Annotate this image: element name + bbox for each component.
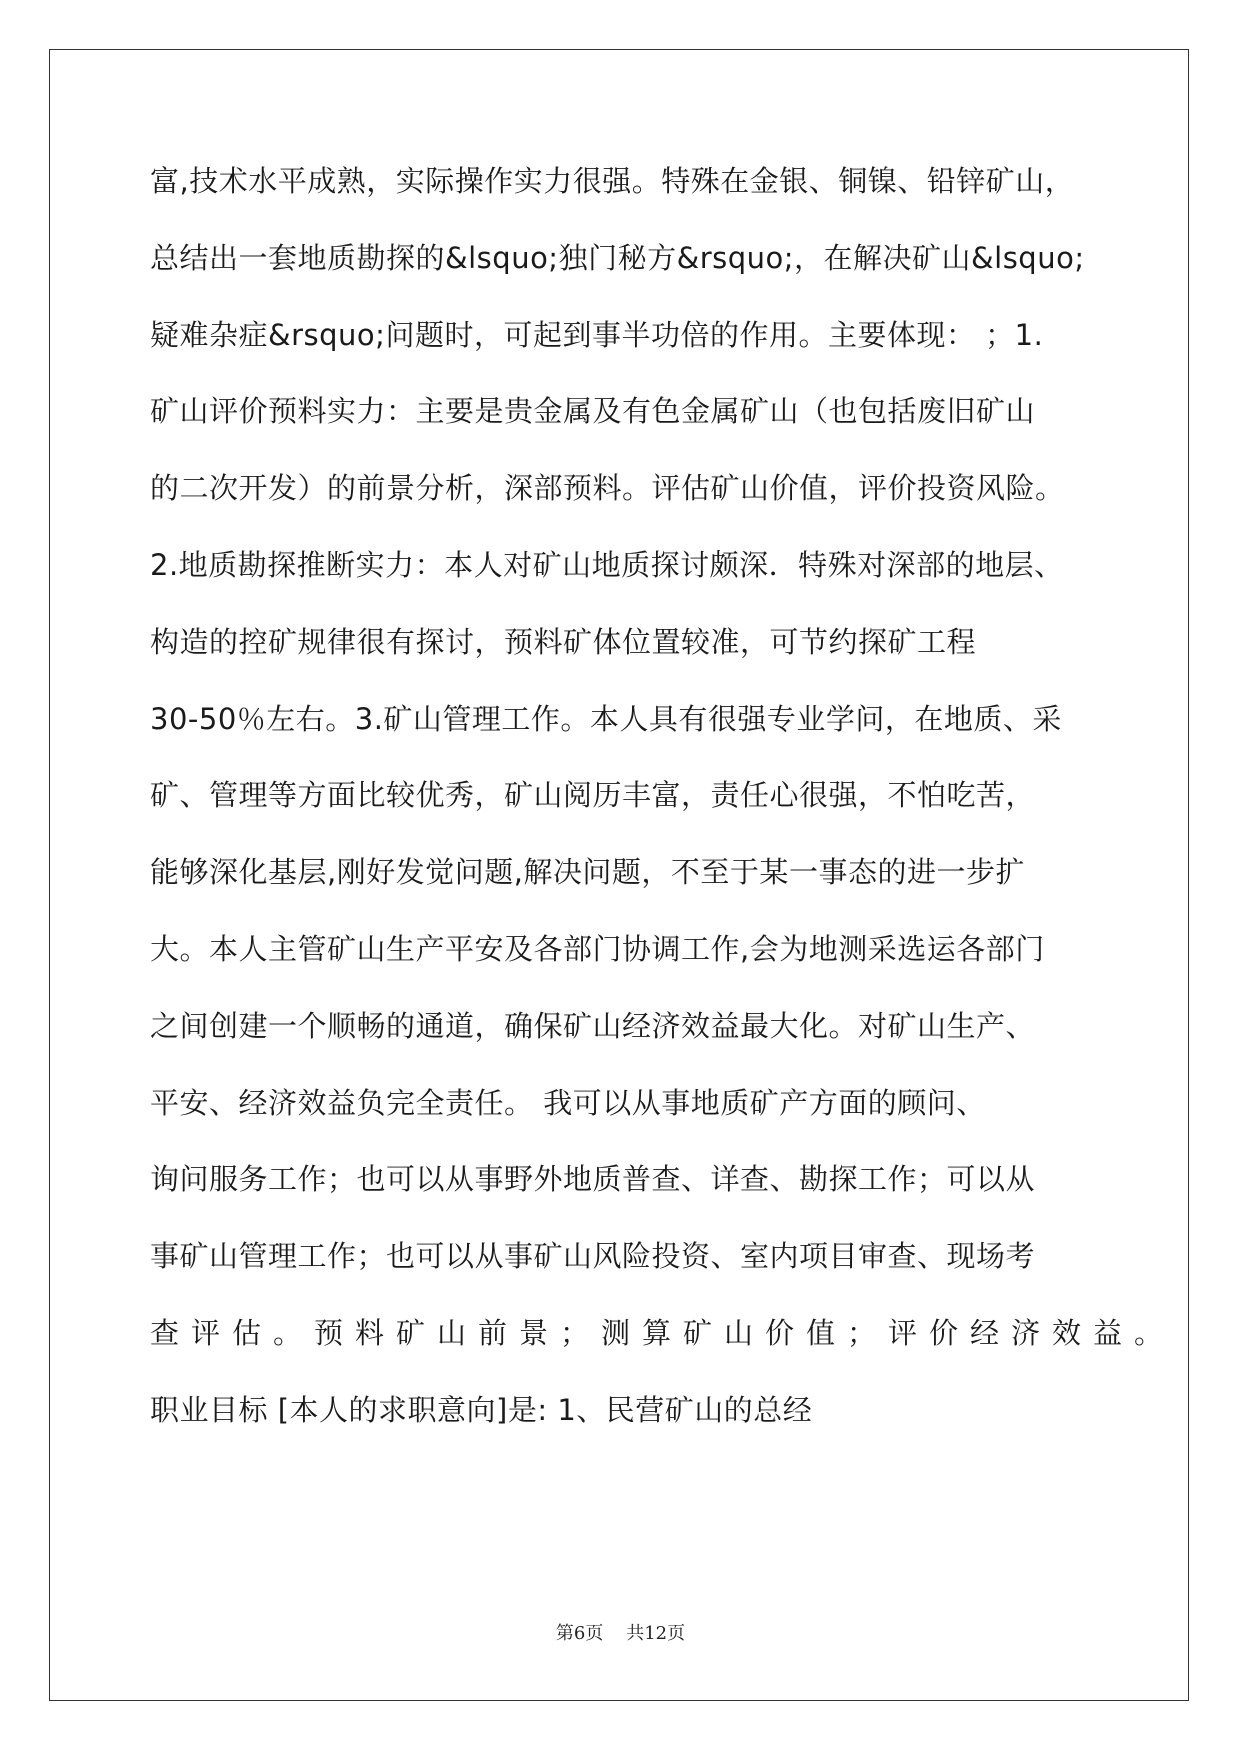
document-body (150, 163, 1176, 1469)
text-line: 总结出一套地质勘探的&lsquo;独门秘方&rsquo;，在解决矿山&lsquo; (150, 240, 1085, 275)
page-number: 第6页 (555, 1623, 604, 1644)
text-line: 2.地质勘探推断实力：本人对矿山地质探讨颇深．特殊对深部的地层、 (150, 547, 1064, 582)
text-line: 职业目标 [本人的求职意向]是: 1、民营矿山的总经 (150, 1392, 813, 1427)
text-line: 30-50％左右。3.矿山管理工作。本人具有很强专业学问，在地质、采 (150, 701, 1062, 736)
text-line: 之间创建一个顺畅的通道，确保矿山经济效益最大化。对矿山生产、 (150, 1008, 1036, 1043)
text-line: 平安、经济效益负完全责任。 我可以从事地质矿产方面的顾问、 (150, 1085, 986, 1120)
text-line: 富,技术水平成熟，实际操作实力很强。特殊在金银、铜镍、铅锌矿山， (150, 164, 1075, 198)
page-footer (0, 1619, 1241, 1645)
text-line: 能够深化基层,刚好发觉问题,解决问题，不至于某一事态的进一步扩 (150, 855, 1025, 890)
text-line: 事矿山管理工作；也可以从事矿山风险投资、室内项目审查、现场考 (150, 1239, 1036, 1274)
text-line: 询问服务工作；也可以从事野外地质普查、详查、勘探工作；可以从 (150, 1162, 1036, 1197)
text-line: 大。本人主管矿山生产平安及各部门协调工作,会为地测采选运各部门 (150, 931, 1045, 966)
text-line: 查评估。预料矿山前景；测算矿山价值；评价经济效益。 (150, 1315, 1176, 1350)
text-line: 矿山评价预料实力：主要是贵金属及有色金属矿山（也包括废旧矿山 (150, 394, 1036, 429)
text-line: 的二次开发）的前景分析，深部预料。评估矿山价值，评价投资风险。 (150, 471, 1065, 506)
text-line: 矿、管理等方面比较优秀，矿山阅历丰富，责任心很强，不怕吃苦， (150, 778, 1036, 813)
text-line: 构造的控矿规律很有探讨，预料矿体位置较准，可节约探矿工程 (150, 624, 977, 659)
page-total: 共12页 (626, 1623, 686, 1644)
text-line: 疑难杂症&rsquo;问题时，可起到事半功倍的作用。主要体现： ；1. (150, 317, 1044, 352)
